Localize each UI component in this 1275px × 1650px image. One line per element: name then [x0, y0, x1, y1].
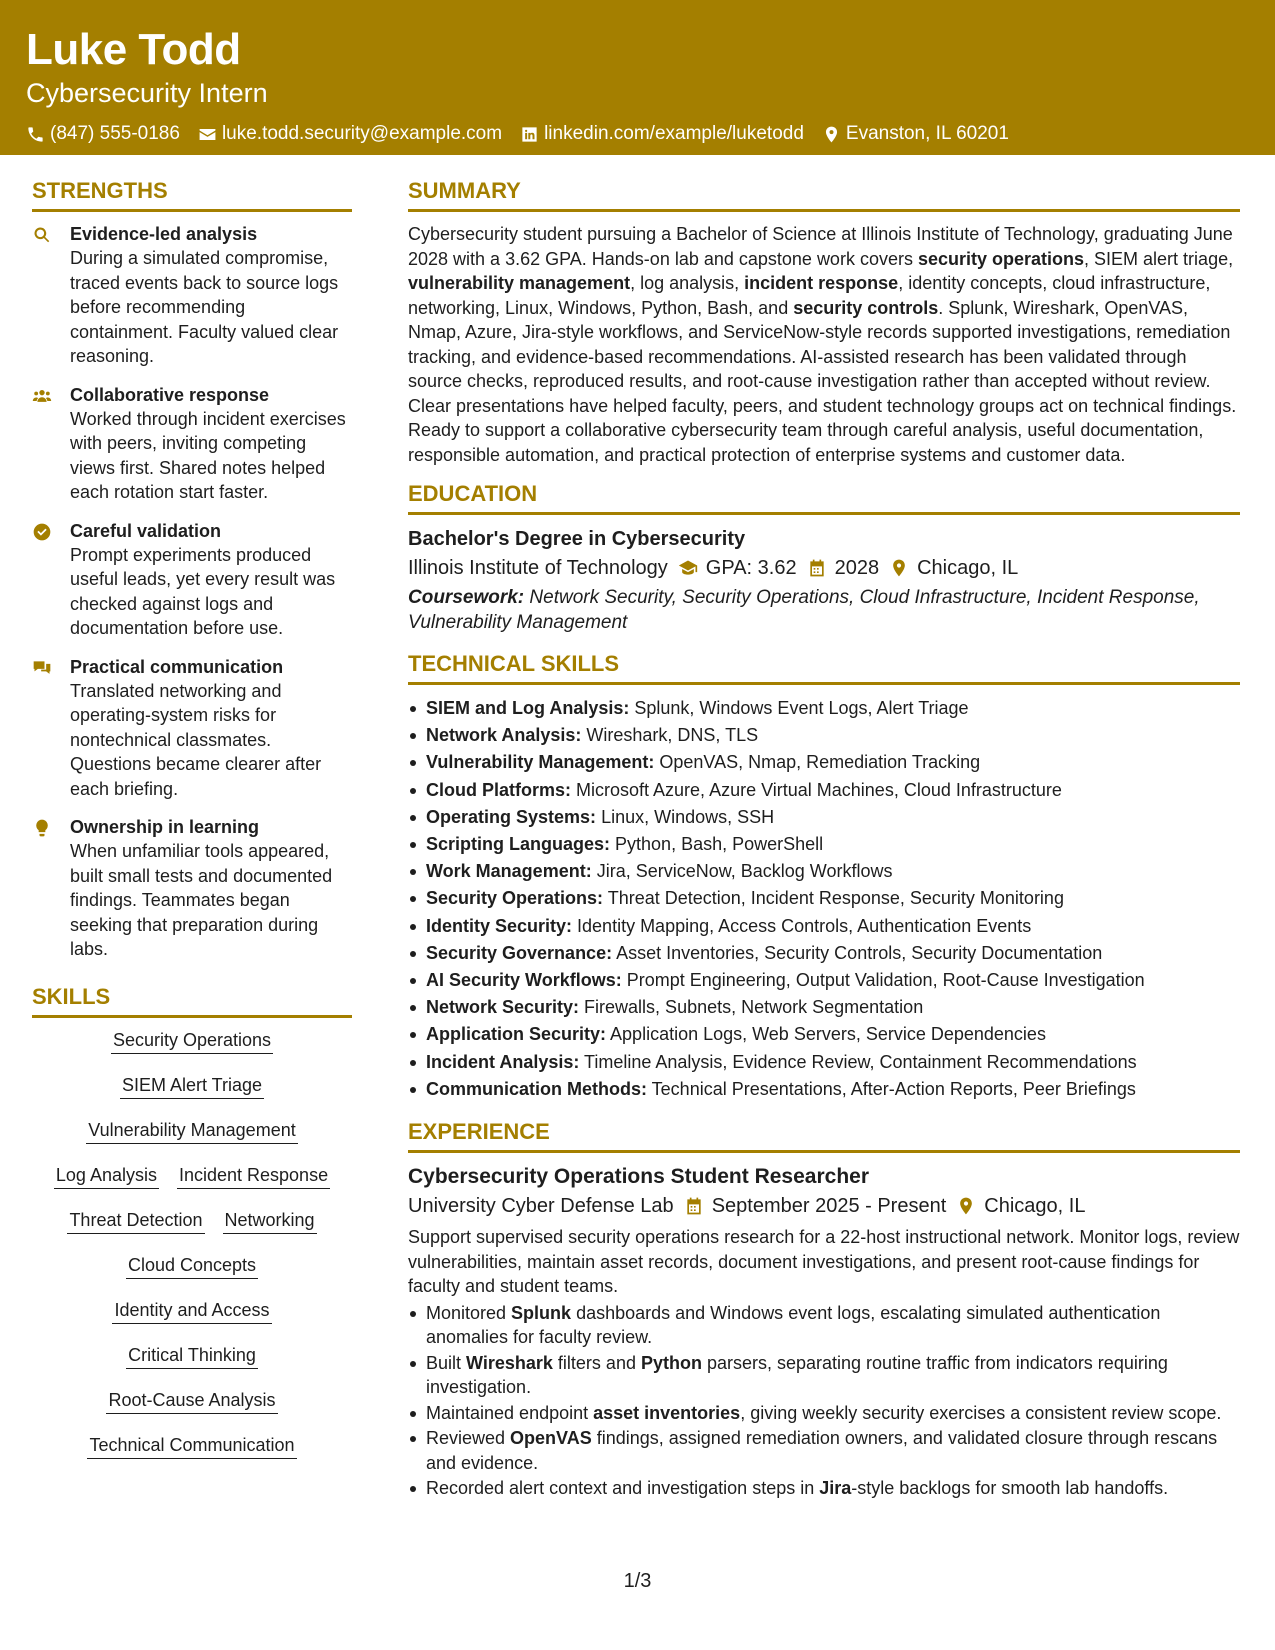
candidate-title: Cybersecurity Intern: [26, 78, 268, 108]
skill-tag: Threat Detection: [67, 1208, 204, 1234]
skill-category: Security Governance:: [426, 942, 613, 963]
technical-skill-item: [408, 994, 1240, 1021]
strength-item: [32, 519, 352, 641]
technical-skill-item: [408, 804, 1240, 831]
skill-values: Wireshark, DNS, TLS: [581, 725, 759, 746]
skill-values: Firewalls, Subnets, Network Segmentation: [579, 997, 924, 1018]
degree-title: Bachelor's Degree in Cybersecurity: [408, 528, 746, 550]
skill-values: Technical Presentations, After-Action Reports, Peer Briefings: [647, 1078, 1136, 1099]
coursework: [408, 585, 1240, 635]
school-name: Illinois Institute of Technology: [408, 557, 668, 579]
skill-tag: Networking: [223, 1208, 317, 1234]
skill-category: Communication Methods:: [426, 1078, 647, 1099]
job-dates: September 2025 - Present: [711, 1195, 947, 1218]
technical-skill-item: [408, 777, 1240, 804]
skill-values: OpenVAS, Nmap, Remediation Tracking: [654, 752, 981, 773]
email-text: luke.todd.security@example.com: [221, 123, 503, 144]
skill-category: Application Security:: [426, 1024, 607, 1045]
text-run: dashboards and Windows event logs, escalating simulated authentication anomalies for faculty review.: [426, 1302, 1161, 1348]
strength-item: [32, 383, 352, 505]
education-meta: [408, 553, 1240, 583]
strength-desc: During a simulated compromise, traced events back to source logs before recommending containment. Faculty valued clear reasoning.: [70, 248, 339, 366]
graduation-cap-icon: [678, 558, 698, 578]
lightbulb-icon: [32, 818, 52, 838]
strength-title: Collaborative response: [70, 384, 270, 405]
skill-category: Identity Security:: [426, 915, 573, 936]
experience-bullet: [408, 1301, 1240, 1350]
job-description: Support supervised security operations research for a 22-host instructional network. Monitor logs, review vulnerabilities, maintain asset records, document investigations, and present root-cause findings for faculty and student teams.: [408, 1227, 1240, 1297]
text-run: , SIEM alert triage,: [1084, 248, 1234, 269]
text-run: parsers, separating routine traffic from indicators requiring investigation.: [426, 1352, 1168, 1398]
summary-heading: SUMMARY: [408, 176, 1240, 212]
text-run: , giving weekly security exercises a consistent review scope.: [740, 1402, 1222, 1423]
text-run: Recorded alert context and investigation steps in: [426, 1478, 820, 1499]
calendar-icon: [684, 1196, 704, 1216]
skills-heading: SKILLS: [32, 982, 352, 1018]
skill-category: AI Security Workflows:: [426, 970, 622, 991]
text-run: , identity concepts, cloud infrastructure, networking, Linux, Windows, Python, Bash, and: [408, 273, 1211, 318]
skill-category: SIEM and Log Analysis:: [426, 698, 630, 718]
skill-values: Linux, Windows, SSH: [596, 806, 775, 827]
skill-values: Prompt Engineering, Output Validation, Root-Cause Investigation: [621, 970, 1145, 991]
skill-category: Scripting Languages:: [426, 834, 611, 855]
bold-text: OpenVAS: [510, 1428, 592, 1449]
technical-skill-item: [408, 831, 1240, 858]
skill-category: Work Management:: [426, 861, 592, 882]
text-run: Reviewed: [426, 1428, 511, 1449]
bold-text: security operations: [917, 248, 1085, 269]
technical-skill-item: [408, 913, 1240, 940]
bold-text: asset inventories: [593, 1402, 741, 1423]
users-icon: [32, 386, 52, 406]
coursework-list: Network Security, Security Operations, Cloud Infrastructure, Incident Response, Vulnerability Management: [408, 587, 1200, 633]
skill-values: Python, Bash, PowerShell: [610, 834, 824, 855]
bold-text: Wireshark: [466, 1352, 553, 1373]
technical-skill-item: [408, 885, 1240, 912]
technical-skill-item: [408, 940, 1240, 967]
skill-values: Splunk, Windows Event Logs, Alert Triage: [629, 698, 969, 718]
job-meta: [408, 1191, 1240, 1221]
check-circle-icon: [32, 522, 52, 542]
header: [0, 0, 1275, 155]
location-text: Evanston, IL 60201: [845, 123, 1009, 144]
map-pin-icon: [822, 125, 841, 144]
skill-tag: Vulnerability Management: [86, 1118, 297, 1144]
right-column: [408, 176, 1240, 1502]
skill-values: Identity Mapping, Access Controls, Authentication Events: [572, 915, 1032, 936]
strengths-heading: STRENGTHS: [32, 176, 352, 212]
contact-phone[interactable]: [26, 122, 180, 146]
technical-skill-item: [408, 1049, 1240, 1076]
map-pin-icon: [956, 1196, 976, 1216]
phone-icon: [26, 125, 45, 144]
skill-values: Threat Detection, Incident Response, Security Monitoring: [603, 888, 1064, 909]
school-location: Chicago, IL: [917, 557, 1019, 579]
linkedin-text: linkedin.com/example/luketodd: [544, 123, 804, 144]
text-run: Maintained endpoint: [426, 1402, 594, 1423]
skill-tag: Identity and Access: [112, 1298, 271, 1324]
strength-item: [32, 655, 352, 802]
text-run: . Splunk, Wireshark, OpenVAS, Nmap, Azure, Jira-style workflows, and ServiceNow-style records supported investigations, remediation tracking, and evidence-based recommendations. AI-assisted research has been validated through source checks, reproduced results, and root-cause investigation rather than accepted without review. Clear presentations have helped faculty, peers, and student technology groups act on technical findings. Ready to support a collaborative cybersecurity team through careful analysis, useful documentation, responsible automation, and practical protection of enterprise systems and customer data.: [408, 297, 1237, 465]
skill-tag: Incident Response: [177, 1163, 330, 1189]
technical-skills-heading: TECHNICAL SKILLS: [408, 649, 1240, 685]
technical-skill-item: [408, 1021, 1240, 1048]
bold-text: Jira: [819, 1478, 852, 1499]
skill-category: Operating Systems:: [426, 806, 597, 827]
job-bullets: [408, 1301, 1240, 1501]
bold-text: security controls: [793, 297, 939, 318]
experience-bullet: [408, 1401, 1240, 1426]
technical-skill-item: [408, 858, 1240, 885]
calendar-icon: [807, 558, 827, 578]
search-icon: [32, 225, 52, 245]
experience-heading: EXPERIENCE: [408, 1117, 1240, 1153]
contact-linkedin[interactable]: [520, 122, 804, 146]
skill-tag: Log Analysis: [54, 1163, 159, 1189]
text-run: findings, assigned remediation owners, and validated closure through rescans and evidence.: [426, 1428, 1218, 1473]
skill-tag: Technical Communication: [87, 1433, 296, 1459]
strength-title: Evidence-led analysis: [70, 224, 258, 244]
candidate-name: Luke Todd: [26, 25, 241, 74]
job-title: Cybersecurity Operations Student Researcher: [408, 1165, 869, 1189]
skill-category: Network Analysis:: [426, 725, 582, 746]
page-number: 1/3: [623, 1570, 652, 1592]
text-run: Built: [426, 1352, 467, 1373]
skill-category: Incident Analysis:: [426, 1051, 580, 1072]
skill-category: Vulnerability Management:: [426, 752, 655, 773]
strength-desc: When unfamiliar tools appeared, built small tests and documented findings. Teammates began seeking that preparation during labs.: [70, 841, 333, 959]
technical-skill-item: [408, 695, 1240, 722]
strength-item: [32, 815, 352, 962]
left-column: [32, 176, 352, 1459]
text-run: Monitored: [426, 1302, 512, 1323]
strength-item: [32, 222, 352, 369]
skill-values: Microsoft Azure, Azure Virtual Machines, Cloud Infrastructure: [571, 779, 1062, 800]
skill-tag: Cloud Concepts: [126, 1253, 258, 1279]
bold-text: vulnerability management: [408, 273, 631, 293]
skill-tag: Critical Thinking: [126, 1343, 258, 1369]
technical-skill-item: [408, 1076, 1240, 1103]
skills-list: [32, 1028, 352, 1459]
technical-skill-item: [408, 749, 1240, 776]
text-run: -style backlogs for smooth lab handoffs.: [851, 1478, 1169, 1499]
contact-bar: [26, 122, 1249, 146]
skill-category: Cloud Platforms:: [426, 779, 572, 800]
text-run: filters and: [552, 1352, 641, 1373]
bold-text: incident response: [744, 273, 899, 293]
experience-bullet: [408, 1426, 1240, 1475]
skill-values: Timeline Analysis, Evidence Review, Containment Recommendations: [579, 1051, 1137, 1072]
contact-email[interactable]: [198, 122, 502, 146]
text-run: , log analysis,: [630, 273, 745, 293]
summary-text: [408, 222, 1240, 467]
education-heading: EDUCATION: [408, 479, 1240, 515]
skill-category: Network Security:: [426, 997, 580, 1018]
strength-title: Careful validation: [70, 520, 222, 541]
strength-desc: Prompt experiments produced useful leads, yet every result was checked against logs and documentation before use.: [70, 544, 336, 638]
skill-tag: Security Operations: [111, 1028, 273, 1054]
phone-text: (847) 555-0186: [50, 123, 180, 144]
skill-tag: Root-Cause Analysis: [106, 1388, 277, 1414]
strength-desc: Worked through incident exercises with peers, inviting competing views first. Shared notes helped each rotation start faster.: [70, 408, 346, 502]
skill-values: Application Logs, Web Servers, Service Dependencies: [606, 1024, 1046, 1045]
contact-location: [822, 122, 1009, 146]
linkedin-icon: [520, 125, 539, 144]
bold-text: Splunk: [511, 1302, 572, 1323]
text-run: Cybersecurity student pursuing a Bachelor of Science at Illinois Institute of Technology, graduating June 2028 with a 3.62 GPA. Hands-on lab and capstone work covers: [408, 224, 1233, 269]
skill-tag: SIEM Alert Triage: [120, 1073, 264, 1099]
skill-values: Asset Inventories, Security Controls, Security Documentation: [612, 942, 1103, 963]
technical-skill-item: [408, 722, 1240, 749]
technical-skill-item: [408, 967, 1240, 994]
strength-title: Ownership in learning: [70, 817, 260, 837]
skill-values: Jira, ServiceNow, Backlog Workflows: [591, 861, 893, 882]
job-org: University Cyber Defense Lab: [408, 1195, 674, 1218]
coursework-label: Coursework:: [408, 587, 525, 608]
envelope-icon: [198, 125, 217, 144]
skill-category: Security Operations:: [426, 888, 604, 909]
strength-desc: Translated networking and operating-system risks for nontechnical classmates. Questions became clearer after each briefing.: [70, 680, 322, 799]
technical-skills-list: [408, 695, 1240, 1103]
grad-year: 2028: [834, 557, 880, 579]
bold-text: Python: [640, 1352, 702, 1373]
experience-bullet: [408, 1351, 1240, 1400]
strength-title: Practical communication: [70, 656, 284, 677]
experience-bullet: [408, 1476, 1240, 1501]
comments-icon: [32, 658, 52, 678]
map-pin-icon: [889, 558, 909, 578]
gpa-text: GPA: 3.62: [705, 557, 797, 579]
job-location: Chicago, IL: [984, 1195, 1086, 1218]
